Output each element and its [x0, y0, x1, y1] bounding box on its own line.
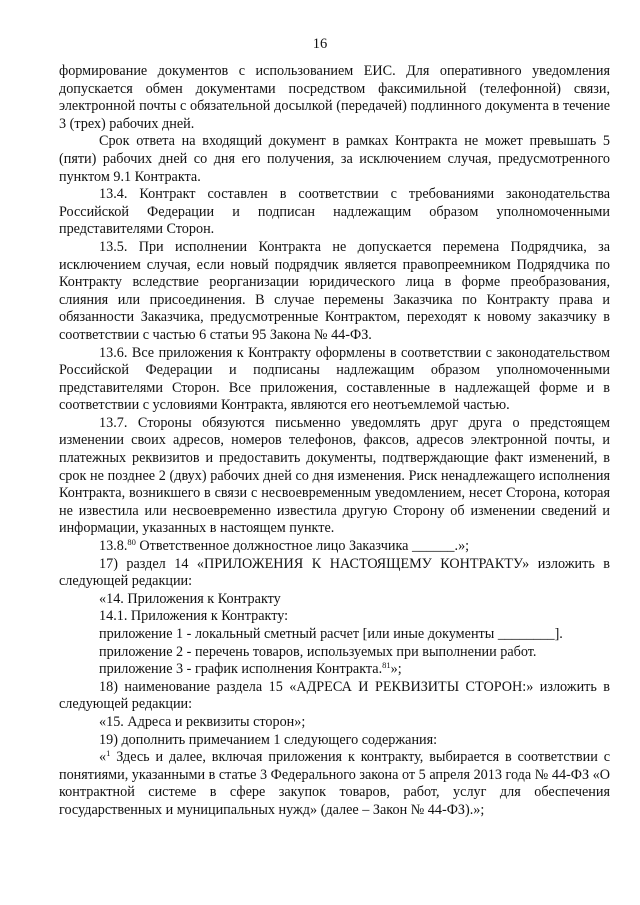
paragraph: формирование документов с использованием ЕИС. Для оперативного уведомления допускается обмен документами посредством факсимильной (телефонной) связи, электронной почты с обязательной досылкой (передачей) подлинного документа в течение 3 (трех) рабочих дней.: [59, 63, 610, 132]
section-14-title: «14. Приложения к Контракту: [99, 590, 281, 607]
note-1-open-quote: «: [99, 749, 107, 766]
appendix-2: приложение 2 - перечень товаров, используемых при выполнении работ.: [99, 643, 537, 660]
section-15-title: «15. Адреса и реквизиты сторон»;: [99, 713, 306, 730]
amendment-17: 17) раздел 14 «ПРИЛОЖЕНИЯ К НАСТОЯЩЕМУ КОНТРАКТУ» изложить в следующей редакции:: [59, 555, 610, 590]
appendix-3-text: приложение 3 - график исполнения Контракта.: [99, 661, 383, 678]
appendix-3-suffix: »;: [390, 661, 402, 678]
note-1-text: Здесь и далее, включая приложения к контракту, выбирается в соответствии с понятиями, указанными в статье 3 Федерального закона от 5 апреля 2013 года № 44-ФЗ «О контрактной системе в сфере закупок товаров, работ, услуг для обеспечения государственных и муниципальных нужд» (далее – Закон № 44-ФЗ).»;: [59, 749, 610, 818]
amendment-18: 18) наименование раздела 15 «АДРЕСА И РЕКВИЗИТЫ СТОРОН:» изложить в следующей редакции:: [59, 678, 610, 713]
amendment-19: 19) дополнить примечанием 1 следующего содержания:: [99, 731, 438, 748]
appendix-1: приложение 1 - локальный сметный расчет [или иные документы ________].: [99, 626, 563, 642]
clause-13-5: 13.5. При исполнении Контракта не допускается перемена Подрядчика, за исключением случая, если новый подрядчик является правопреемником Подрядчика по Контракту вследствие реорганизации юридического лица в форме преобразования, слияния или присоединения. В случае перемены Заказчика по Контракту права и обязанности Заказчика, предусмотренные Контрактом, переходят к новому заказчику в соответствии с частью 6 статьи 95 Закона № 44-ФЗ.: [59, 238, 610, 343]
clause-13-8: [59, 538, 610, 556]
appendix-3: [59, 661, 610, 679]
clause-13-7: 13.7. Стороны обязуются письменно уведомлять друг друга о предстоящем изменении своих адресов, номеров телефонов, факсов, адресов электронной почты, и платежных реквизитов и предоставить документы, подтверждающие факт изменений, в срок не позднее 2 (двух) рабочих дней со дня изменения. Риск ненадлежащего исполнения Контракта, возникшего в связи с несвоевременным уведомлением, несет Сторона, которая не известила или несвоевременно известила другую Сторону об изменении сведений и информации, указанных в настоящем пункте.: [59, 414, 610, 537]
clause-13-6: 13.6. Все приложения к Контракту оформлены в соответствии с законодательством Российской Федерации и подписаны надлежащим образом уполномоченными представителями Сторон. Все приложения, составленные в надлежащей форме и в соответствии с условиями Контракта, являются его неотъемлемой частью.: [59, 344, 610, 414]
footnote-ref-80: 80: [127, 537, 136, 548]
clause-13-8-text: Ответственное должностное лицо Заказчика ______.»;: [135, 538, 470, 555]
section-14-1: 14.1. Приложения к Контракту:: [99, 608, 289, 625]
clause-13-4: 13.4. Контракт составлен в соответствии с требованиями законодательства Российской Федерации и подписан надлежащим образом уполномоченными представителями Сторон.: [59, 186, 610, 238]
footnote-ref-1: 1: [106, 748, 111, 759]
page-number: 16: [312, 36, 328, 52]
note-1: [59, 749, 610, 819]
document-body: [59, 63, 610, 820]
clause-13-8-number: 13.8.: [99, 538, 128, 555]
footnote-ref-81: 81: [382, 660, 391, 671]
paragraph: Срок ответа на входящий документ в рамках Контракта не может превышать 5 (пяти) рабочих дней со дня его получения, за исключением случая, предусмотренного пунктом 9.1 Контракта.: [59, 133, 610, 185]
